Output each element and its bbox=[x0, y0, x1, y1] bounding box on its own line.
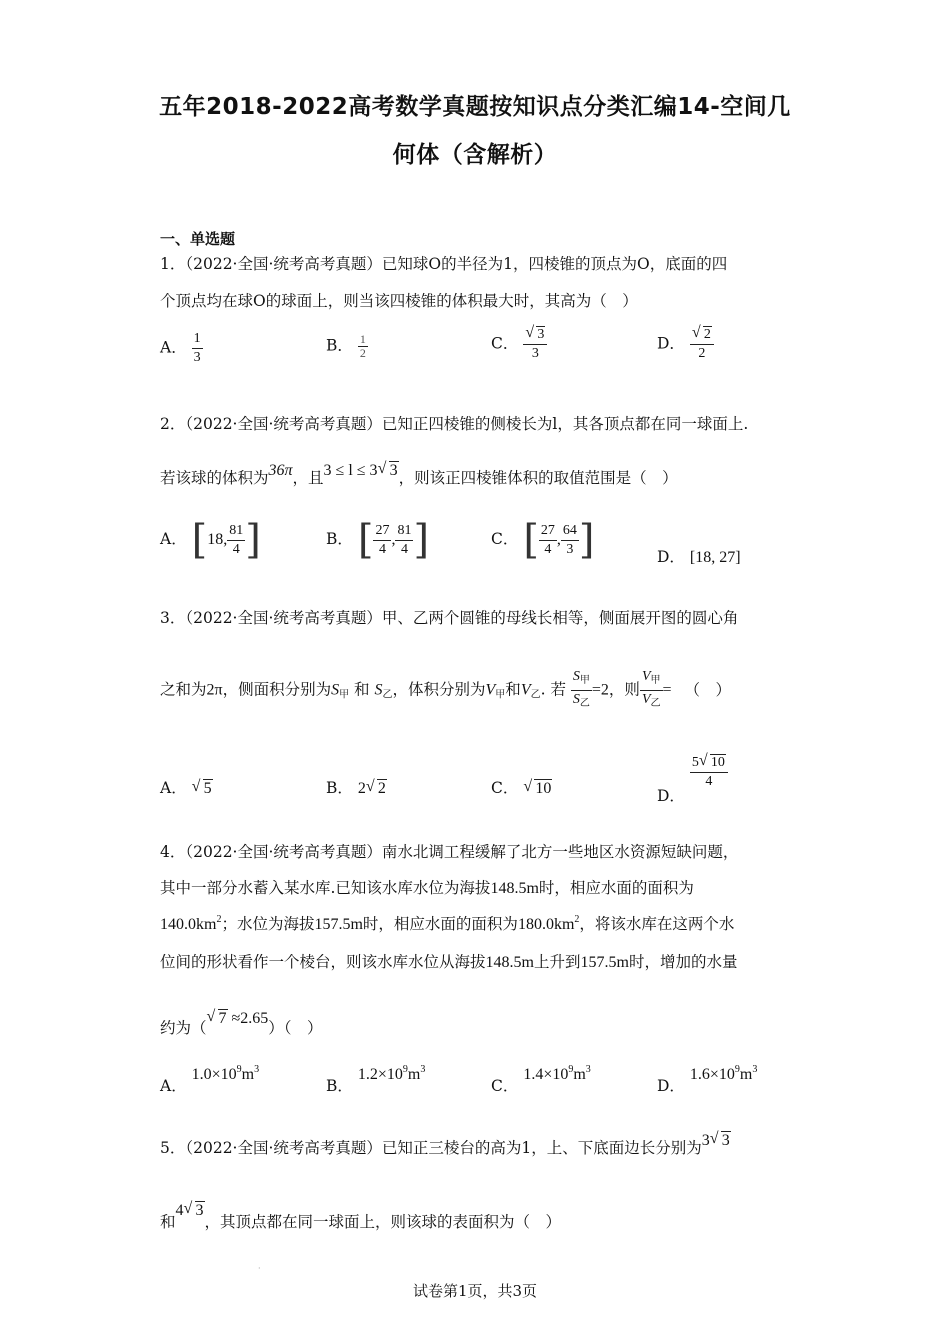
decorative-dot: · bbox=[258, 1264, 261, 1273]
q1-option-d: D． √ $\frac{2}{2}$ bbox=[657, 326, 714, 363]
document-title-line1: 五年2018-2022高考数学真题按知识点分类汇编14-空间几 bbox=[159, 94, 791, 120]
q1-a-fraction: $\frac{1}{3}$ bbox=[193, 331, 201, 365]
q1-option-b: B． $\frac{1}{2}$ bbox=[326, 332, 366, 360]
q2-option-b: B． [ $\frac{27}{4}$ , $\frac{81}{4}$ ] bbox=[326, 517, 430, 563]
q2-line2: 若该球的体积为36π，且3 ≤ l ≤ 3√ 3，则该正四棱锥体积的取值范围是（ ） bbox=[160, 462, 678, 488]
q2-option-c: C． [ $\frac{27}{4}$ , $\frac{64}{3}$ ] bbox=[491, 517, 595, 563]
q5-line1: 5．（2022·全国·统考高考真题）已知正三棱台的高为1，上、下底面边长分别为3√ 3 bbox=[160, 1128, 731, 1150]
q4-line4: 位间的形状看作一个棱台，则该水库水位从海拔148.5m上升到157.5m时，增加的水量 bbox=[160, 953, 738, 971]
q3-option-c: C． √ 10 bbox=[491, 776, 552, 798]
q1-option-c: C． √ $\frac{3}{3}$ bbox=[491, 326, 547, 363]
q3-option-b: B． 2√ 2 bbox=[326, 776, 387, 798]
q1-b-fraction: $\frac{1}{2}$ bbox=[359, 332, 366, 360]
q4-option-b: B． $1.2\times 10^9m^3$ bbox=[326, 1064, 426, 1095]
q2-option-a: A． [18, $\frac{81}{4}$ ] bbox=[160, 517, 261, 563]
q4-line3: $140.0km^2$；水位为海拔157.5m时，相应水面的面积为$180.0km^2$，将该水库在这两个水 bbox=[160, 914, 735, 933]
q1-d-fraction: √ $\frac{2}{2}$ bbox=[690, 326, 714, 363]
q1-option-a: A． $\frac{1}{3}$ bbox=[160, 331, 201, 365]
q2-option-d: D． [18, 27] bbox=[657, 548, 741, 566]
section-heading: 一、单选题 bbox=[160, 230, 236, 248]
q4-option-d: D． $1.6\times 10^9m^3$ bbox=[657, 1064, 758, 1095]
q2-line1: 2．（2022·全国·统考高考真题）已知正四棱锥的侧棱长为l，其各顶点都在同一球面上. bbox=[160, 415, 749, 433]
page-footer: 试卷第1页，共3页 bbox=[412, 1282, 538, 1300]
q1-line1: 1．（2022·全国·统考高考真题）已知球O的半径为1，四棱锥的顶点为O，底面的四 bbox=[160, 255, 728, 273]
q1-c-fraction: √ $\frac{3}{3}$ bbox=[523, 326, 547, 363]
q4-line2: 其中一部分水蓄入某水库.已知该水库水位为海拔148.5m时，相应水面的面积为 bbox=[160, 879, 694, 897]
q4-line5: 约为（√ 7 ≈2.65）（ ） bbox=[160, 1010, 323, 1038]
q3-line1: 3．（2022·全国·统考高考真题）甲、乙两个圆锥的母线长相等，侧面展开图的圆心角 bbox=[160, 609, 739, 627]
q4-line1: 4．（2022·全国·统考高考真题）南水北调工程缓解了北方一些地区水资源短缺问题， bbox=[160, 843, 739, 861]
q3-option-d: D． $\frac{5√ 10}{4}$ bbox=[657, 754, 728, 791]
document-title-line2: 何体（含解析） bbox=[392, 142, 558, 168]
q4-option-a: A． $1.0\times 10^9m^3$ bbox=[160, 1064, 260, 1095]
q5-line2: 和4√ 3，其顶点都在同一球面上，则该球的表面积为（ ） bbox=[160, 1198, 561, 1220]
q4-option-c: C． $1.4\times 10^9m^3$ bbox=[491, 1064, 591, 1095]
q3-line2: 之和为2π，侧面积分别为$S_甲$ 和 $S_乙$，体积分别为$V_甲$和$V_乙$. 若 $\frac{S_甲}{S_乙}$ =2，则 $\frac{V_甲}{V_乙}$ = （ ） bbox=[160, 669, 731, 709]
q1-line2: 个顶点均在球O的球面上，则当该四棱锥的体积最大时，其高为（ ） bbox=[160, 292, 638, 310]
q3-option-a: A． √ 5 bbox=[160, 776, 213, 798]
